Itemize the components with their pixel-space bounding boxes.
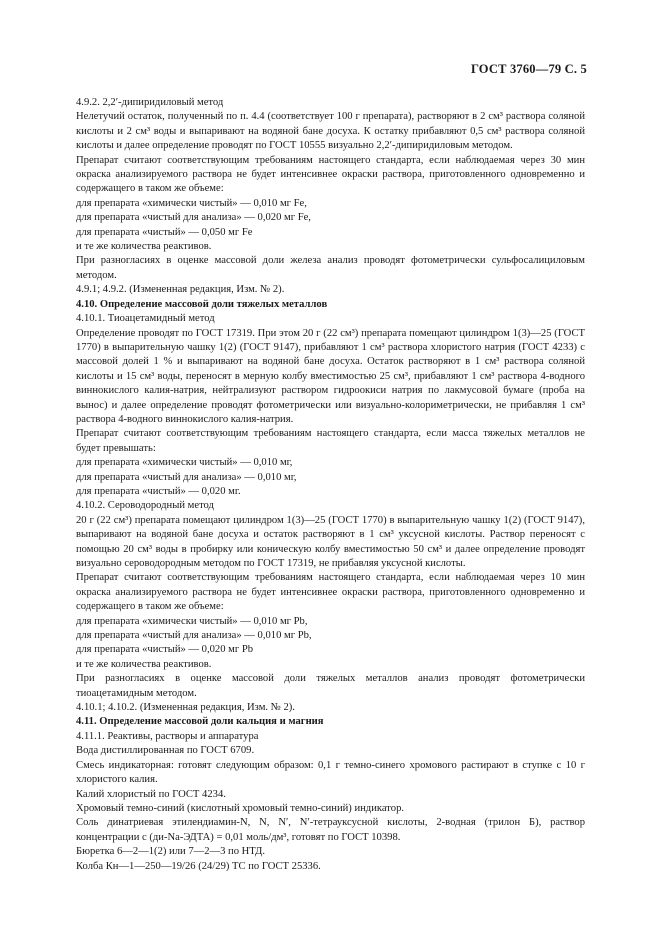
paragraph: для препарата «чистый для анализа» — 0,010 мг Pb, (76, 630, 312, 642)
paragraph: Хромовый темно-синий (кислотный хромовый темно-синий) индикатор. (76, 802, 405, 814)
paragraph: и те же количества реактивов. (76, 658, 212, 670)
document-body (76, 96, 585, 874)
paragraph: 4.11.1. Реактивы, растворы и аппаратура (76, 730, 259, 742)
paragraph: Определение проводят по ГОСТ 17319. При этом 20 г (22 см³) препарата помещают цилиндром 1(3)—25 (ГОСТ 1770) в выпарительную чашку 1(2) (ГОСТ 9147), прибавляют 1 см³ раствора хлористого натрия (ГОСТ 4233) с массовой долей 1 % и выпаривают на водяной бане досуха. Остаток растворяют в 1 см³ раствора соляной кислоты и 15 см³ воды, переносят в мерную колбу вместимостью 25 см³, прибавляют 1 см³ раствора 4-водного виннокислого калия-натрия, нейтрализуют раствором гидроокиси натрия по лакмусовой бумаге (проба на вынос) и далее определение проводят фотометрически или визуально-колориметрически, не прибавляя 1 см³ раствора 4-водного виннокислого калия-натрия. (76, 327, 585, 425)
paragraph: При разногласиях в оценке массовой доли тяжелых металлов анализ проводят фотометрически тиоацетамидным методом. (76, 673, 585, 699)
paragraph: Препарат считают соответствующим требованиям настоящего стандарта, если наблюдаемая через 10 мин окраска анализируемого раствора не будет интенсивнее окраски раствора, приготовленного одновременно и содержащего в таком же объеме: (76, 572, 585, 613)
paragraph: При разногласиях в оценке массовой доли железа анализ проводят фотометрически сульфосалициловым методом. (76, 255, 585, 281)
paragraph: Вода дистиллированная по ГОСТ 6709. (76, 745, 255, 757)
paragraph: Калий хлористый по ГОСТ 4234. (76, 788, 226, 800)
paragraph: для препарата «чистый» — 0,020 мг Pb (76, 644, 254, 656)
paragraph: для препарата «химически чистый» — 0,010 мг Pb, (76, 615, 308, 627)
paragraph: 4.10.1. Тиоацетамидный метод (76, 313, 215, 325)
paragraph: Нелетучий остаток, полученный по п. 4.4 (соответствует 100 г препарата), растворяют в 2 см³ раствора соляной кислоты и 2 см³ воды и выпаривают на водяной бане досуха. К остатку прибавляют 0,5 см³ раствора соляной кислоты и далее определение проводят по ГОСТ 10555 визуально 2,2′-дипиридиловым методом. (76, 111, 585, 152)
paragraph: для препарата «чистый» — 0,020 мг. (76, 485, 241, 497)
paragraph: для препарата «чистый» — 0,050 мг Fe (76, 226, 253, 238)
paragraph: 4.10.2. Сероводородный метод (76, 500, 214, 512)
paragraph: для препарата «химически чистый» — 0,010 мг Fe, (76, 197, 307, 209)
paragraph: 4.9.2. 2,2′-дипиридиловый метод (76, 97, 224, 108)
section-heading: 4.10. Определение массовой доли тяжелых металлов (76, 298, 328, 310)
paragraph: 4.9.1; 4.9.2. (Измененная редакция, Изм. № 2). (76, 284, 285, 296)
paragraph: Бюретка 6—2—1(2) или 7—2—3 по НТД. (76, 846, 265, 858)
paragraph: для препарата «чистый для анализа» — 0,020 мг Fe, (76, 212, 311, 224)
page-header: ГОСТ 3760—79 С. 5 (470, 62, 587, 76)
paragraph: Препарат считают соответствующим требованиям настоящего стандарта, если наблюдаемая через 30 мин окраска анализируемого раствора не будет интенсивнее окраски раствора, приготовленного одновременно и содержащего в таком же объеме: (76, 154, 585, 195)
paragraph: и те же количества реактивов. (76, 241, 212, 253)
paragraph: для препарата «чистый для анализа» — 0,010 мг, (76, 471, 297, 483)
paragraph: Смесь индикаторная: готовят следующим образом: 0,1 г темно-синего хромового растирают в ступке с 10 г хлористого калия. (76, 759, 585, 786)
paragraph: 20 г (22 см³) препарата помещают цилиндром 1(3)—25 (ГОСТ 1770) в выпарительную чашку 1(2) (ГОСТ 9147), выпаривают на водяной бане досуха и остаток растворяют в 1 см³ уксусной кислоты. Раствор переносят с помощью 20 см³ воды в пробирку или коническую колбу вместимостью 50 см³ и далее определение проводят визуально сероводородным методом по ГОСТ 17319, не прибавляя уксусной кислоты. (76, 514, 585, 569)
paragraph: для препарата «химически чистый» — 0,010 мг, (76, 457, 293, 469)
paragraph: Колба Кн—1—250—19/26 (24/29) ТС по ГОСТ 25336. (76, 860, 321, 872)
section-heading: 4.11. Определение массовой доли кальция и магния (76, 716, 324, 728)
paragraph: Соль динатриевая этилендиамин-N, N, N′, N′-тетрауксусной кислоты, 2-водная (трилон Б), раствор концентрации с (ди-Na-ЭДТА) = 0,01 моль/дм³, готовят по ГОСТ 10398. (76, 817, 585, 843)
paragraph: 4.10.1; 4.10.2. (Измененная редакция, Изм. № 2). (76, 702, 295, 714)
paragraph: Препарат считают соответствующим требованиям настоящего стандарта, если масса тяжелых металлов не будет превышать: (76, 428, 585, 454)
